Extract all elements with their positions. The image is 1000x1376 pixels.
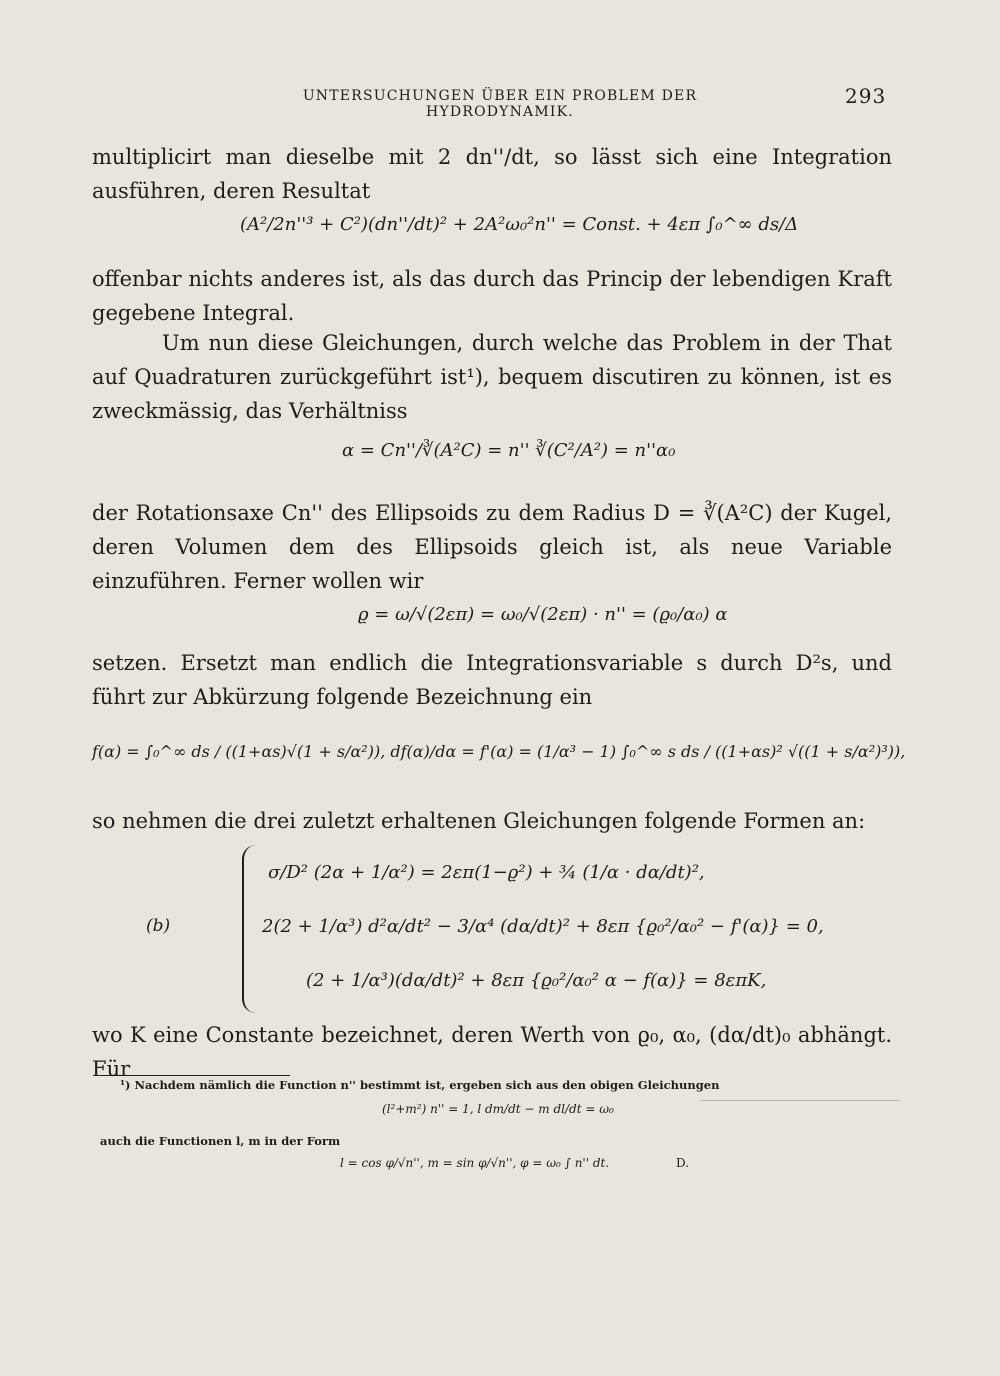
paragraph-7: wo K eine Constante bezeichnet, deren Werth von ϱ₀, α₀, (dα/dt)₀ abhängt. Für xyxy=(92,1023,892,1081)
equation-energy: (A²/2n''³ + C²)(dn''/dt)² + 2A²ω₀²n'' = Const. + 4επ ∫₀^∞ ds/Δ xyxy=(240,214,799,235)
equation-system-label: (b) xyxy=(146,916,171,936)
footnote-equation-2: l = cos φ/√n'', m = sin φ/√n'', φ = ω₀ ∫ n'' dt. xyxy=(340,1156,610,1170)
equation-alpha: α = Cn''/∛(A²C) = n'' ∛(C²/A²) = n''α₀ xyxy=(342,440,676,461)
paragraph-4: der Rotationsaxe Cn'' des Ellipsoids zu dem Radius D = ∛(A²C) der Kugel, deren Volumen dem des Ellipsoids gleich ist, als neue Variable einzuführen. Ferner wollen wir xyxy=(92,501,892,593)
page-number: 293 xyxy=(845,84,887,108)
paragraph-2: offenbar nichts anderes ist, als das durch das Princip der lebendigen Kraft gegebene Integral. xyxy=(92,267,892,325)
equation-f-alpha: f(α) = ∫₀^∞ ds / ((1+αs)√(1 + s/α²)), df(α)/dα = f'(α) = (1/α³ − 1) ∫₀^∞ s ds / ((1+αs)² √((1 + s/α²)³)), xyxy=(92,742,906,761)
bleed-through-rule xyxy=(700,1100,900,1101)
equation-rho: ϱ = ω/√(2επ) = ω₀/√(2επ) · n'' = (ϱ₀/α₀) α xyxy=(358,604,728,625)
footnote-signature: D. xyxy=(676,1156,690,1170)
paragraph-3: Um nun diese Gleichungen, durch welche das Problem in der That auf Quadraturen zurückgeführt ist¹), bequem discutiren zu können, ist es zweckmässig, das Verhältniss xyxy=(92,331,892,423)
equation-system-line-1: σ/D² (2α + 1/α²) = 2επ(1−ϱ²) + ¾ (1/α · dα/dt)², xyxy=(268,862,705,883)
paragraph-1: multiplicirt man dieselbe mit 2 dn''/dt, so lässt sich eine Integration ausführen, deren Resultat xyxy=(92,145,892,203)
running-header: UNTERSUCHUNGEN ÜBER EIN PROBLEM DER HYDRODYNAMIK. xyxy=(302,88,698,120)
equation-system-brace xyxy=(242,845,256,1013)
equation-system-line-3: (2 + 1/α³)(dα/dt)² + 8επ {ϱ₀²/α₀² α − f(α)} = 8επK, xyxy=(306,970,767,991)
footnote-rule xyxy=(100,1075,290,1076)
paragraph-6: so nehmen die drei zuletzt erhaltenen Gleichungen folgende Formen an: xyxy=(92,809,866,833)
footnote-line-1: ¹) Nachdem nämlich die Function n'' bestimmt ist, ergeben sich aus den obigen Gleichungen xyxy=(120,1078,720,1092)
paragraph-5: setzen. Ersetzt man endlich die Integrationsvariable s durch D²s, und führt zur Abkürzung folgende Bezeichnung ein xyxy=(92,651,892,709)
footnote-equation-1: (l²+m²) n'' = 1, l dm/dt − m dl/dt = ω₀ xyxy=(382,1102,614,1116)
equation-system-line-2: 2(2 + 1/α³) d²α/dt² − 3/α⁴ (dα/dt)² + 8επ {ϱ₀²/α₀² − f'(α)} = 0, xyxy=(262,916,824,937)
footnote-line-2: auch die Functionen l, m in der Form xyxy=(100,1134,341,1148)
